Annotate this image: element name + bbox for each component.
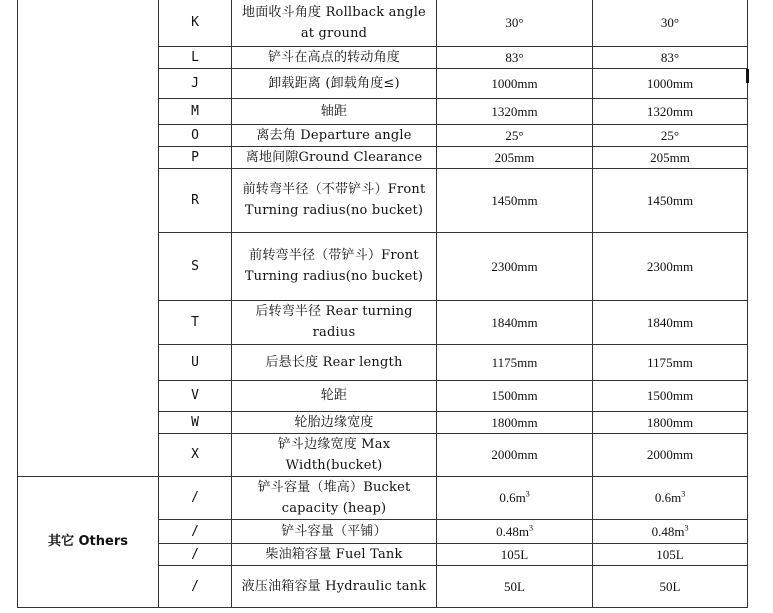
row-value-2: 1320mm [593,98,748,124]
row-parameter: 地面收斗角度 Rollback angle at ground [232,0,437,46]
row-parameter: 轮距 [232,380,437,411]
row-value-2: 50L [593,565,748,607]
row-code: / [159,476,232,519]
row-value-2: 1000mm [593,68,748,98]
row-value-2: 2300mm [593,232,748,300]
group-label-others: 其它 Others [18,476,159,607]
row-value-1: 2000mm [437,433,593,476]
row-parameter: 铲斗容量（堆高）Bucket capacity (heap) [232,476,437,519]
spec-table [17,0,748,608]
row-value-1: 205mm [437,146,593,168]
row-value-1: 1000mm [437,68,593,98]
page-edge-mark [746,69,749,83]
row-value-2: 105L [593,543,748,565]
row-value-2: 1450mm [593,168,748,232]
row-code: V [159,380,232,411]
row-value-1: 1500mm [437,380,593,411]
row-code: P [159,146,232,168]
group-cell-upper [18,0,159,476]
row-value-2: 83° [593,46,748,68]
row-value-2: 1175mm [593,344,748,380]
row-value-1: 83° [437,46,593,68]
row-value-2: 1840mm [593,300,748,344]
row-code: M [159,98,232,124]
table-row [18,476,748,519]
row-parameter: 前转弯半径（带铲斗）Front Turning radius(no bucket) [232,232,437,300]
row-value-2: $0.6m^3$ [593,476,748,519]
row-parameter: 轴距 [232,98,437,124]
row-code: W [159,411,232,433]
row-parameter: 后转弯半径 Rear turning radius [232,300,437,344]
row-code: T [159,300,232,344]
row-parameter: 轮胎边缘宽度 [232,411,437,433]
row-code: / [159,519,232,543]
row-value-1: 25° [437,124,593,146]
row-parameter: 卸载距离 (卸载角度≤) [232,68,437,98]
row-value-1: $0.48m^3$ [437,519,593,543]
row-parameter: 铲斗容量（平铺） [232,519,437,543]
row-parameter: 铲斗在高点的转动角度 [232,46,437,68]
row-code: S [159,232,232,300]
row-code: U [159,344,232,380]
row-code: J [159,68,232,98]
row-code: O [159,124,232,146]
row-parameter: 前转弯半径（不带铲斗）Front Turning radius(no bucket) [232,168,437,232]
row-code: K [159,0,232,46]
row-code: L [159,46,232,68]
row-value-1: 1320mm [437,98,593,124]
row-value-2: 1500mm [593,380,748,411]
row-value-2: 30° [593,0,748,46]
row-value-1: 30° [437,0,593,46]
row-value-1: 1450mm [437,168,593,232]
row-code: / [159,543,232,565]
row-value-1: 1175mm [437,344,593,380]
row-parameter: 液压油箱容量 Hydraulic tank [232,565,437,607]
row-value-1: 1800mm [437,411,593,433]
row-code: R [159,168,232,232]
row-parameter: 柴油箱容量 Fuel Tank [232,543,437,565]
row-code: X [159,433,232,476]
row-parameter: 离去角 Departure angle [232,124,437,146]
row-value-2: 1800mm [593,411,748,433]
table-row [18,0,748,46]
row-parameter: 铲斗边缘宽度 Max Width(bucket) [232,433,437,476]
row-value-2: 25° [593,124,748,146]
row-parameter: 离地间隙Ground Clearance [232,146,437,168]
row-value-2: 2000mm [593,433,748,476]
row-value-1: 2300mm [437,232,593,300]
row-value-2: 205mm [593,146,748,168]
row-value-1: 105L [437,543,593,565]
row-value-1: 1840mm [437,300,593,344]
row-value-1: $0.6m^3$ [437,476,593,519]
row-parameter: 后悬长度 Rear length [232,344,437,380]
row-code: / [159,565,232,607]
row-value-1: 50L [437,565,593,607]
row-value-2: $0.48m^3$ [593,519,748,543]
